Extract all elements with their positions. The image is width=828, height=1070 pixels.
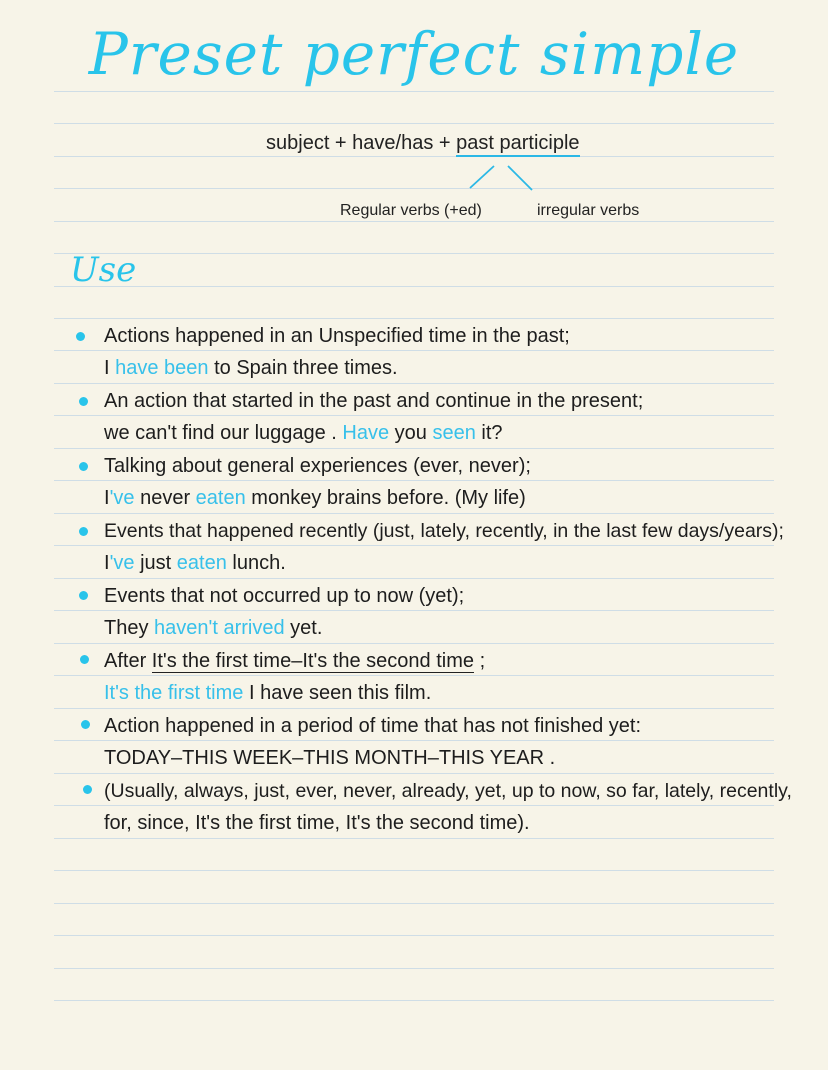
bullet-icon <box>79 591 88 600</box>
use-rule: Action happened in a period of time that has not finished yet: <box>104 715 642 737</box>
bullet-icon <box>76 332 85 341</box>
ruled-line <box>54 903 774 904</box>
use-example: They haven't arrived yet. <box>104 617 323 639</box>
use-example: we can't find our luggage . Have you seen it? <box>104 422 503 444</box>
ruled-line <box>54 253 774 254</box>
use-rule: (Usually, always, just, ever, never, already, yet, up to now, so far, lately, recently, <box>104 780 792 802</box>
use-rule: After It's the first time–It's the second time ; <box>104 650 486 672</box>
use-rule: An action that started in the past and continue in the present; <box>104 390 644 412</box>
regular-verbs-label: Regular verbs (+ed) <box>340 202 482 219</box>
formula-prefix: subject + have/has + <box>266 132 457 154</box>
use-rule: Actions happened in an Unspecified time in the past; <box>104 325 570 347</box>
use-example: I've just eaten lunch. <box>104 552 286 574</box>
use-example: It's the first time I have seen this film. <box>104 682 432 704</box>
ruled-line <box>54 935 774 936</box>
ruled-line <box>54 870 774 871</box>
ruled-line <box>54 286 774 287</box>
use-example: I've never eaten monkey brains before. (My life) <box>104 487 526 509</box>
use-heading: Use <box>70 250 137 290</box>
formula <box>266 130 580 156</box>
branch-lines-icon <box>460 162 540 194</box>
bullet-icon <box>79 462 88 471</box>
ruled-line <box>54 188 774 189</box>
use-example: for, since, It's the first time, It's the second time). <box>104 812 530 834</box>
bullet-icon <box>81 720 90 729</box>
use-rule: Events that not occurred up to now (yet); <box>104 585 465 607</box>
ruled-line <box>54 156 774 157</box>
use-rule: Talking about general experiences (ever, never); <box>104 455 531 477</box>
page-title: Preset perfect simple <box>88 20 740 88</box>
formula-participle: past participle <box>456 132 579 157</box>
use-rule: Events that happened recently (just, lately, recently, in the last few days/years); <box>104 520 784 542</box>
ruled-line <box>54 1000 774 1001</box>
bullet-icon <box>79 527 88 536</box>
use-example: I have been to Spain three times. <box>104 357 398 379</box>
ruled-line <box>54 318 774 319</box>
irregular-verbs-label: irregular verbs <box>537 202 640 219</box>
ruled-line <box>54 123 774 124</box>
ruled-line <box>54 968 774 969</box>
bullet-icon <box>80 655 89 664</box>
bullet-icon <box>83 785 92 794</box>
use-example: TODAY–THIS WEEK–THIS MONTH–THIS YEAR . <box>104 747 556 769</box>
bullet-icon <box>79 397 88 406</box>
